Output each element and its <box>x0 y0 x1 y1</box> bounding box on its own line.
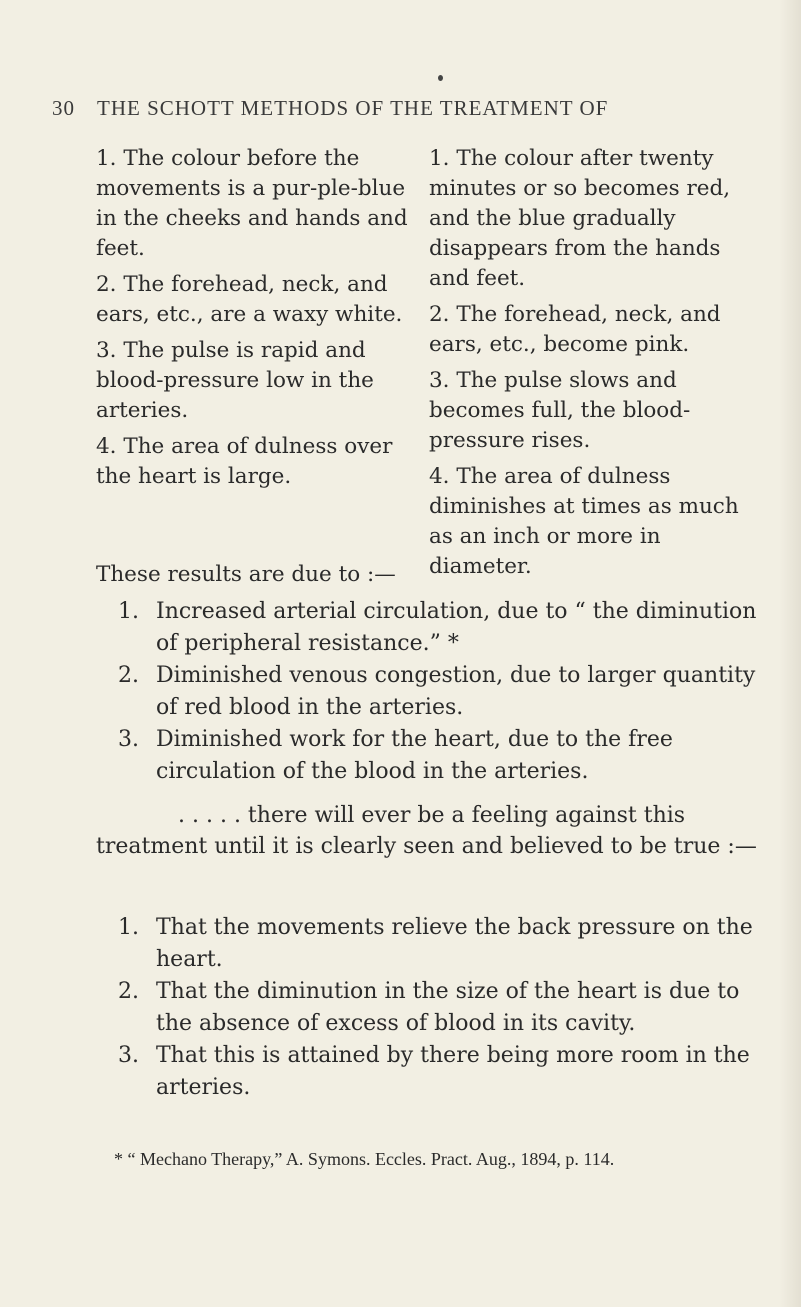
item-number: 3. <box>118 1043 139 1068</box>
list-item <box>96 724 762 788</box>
item-text: That this is attained by there being more room in the arteries. <box>156 1043 750 1100</box>
item-number: 1. <box>118 599 139 624</box>
list-item <box>96 660 762 724</box>
list-item <box>96 912 762 976</box>
running-header <box>52 96 771 121</box>
list-item <box>96 596 762 660</box>
item-text: Diminished work for the heart, due to the free circulation of the blood in the arteries. <box>156 727 673 784</box>
page-number: 30 <box>52 96 75 120</box>
footnote <box>100 1148 762 1170</box>
results-intro: These results are due to :— <box>96 562 396 587</box>
item-number: 2. <box>118 663 139 688</box>
item-text: That the movements relieve the back pressure on the heart. <box>156 915 753 972</box>
page-edge-shadow <box>779 0 801 1307</box>
before-item: 1. The colour before the movements is a pur-ple-blue in the cheeks and hands and feet. <box>96 146 408 261</box>
before-item: 3. The pulse is rapid and blood-pressure low in the arteries. <box>96 338 374 423</box>
item-text: Diminished venous congestion, due to larger quantity of red blood in the arteries. <box>156 663 756 720</box>
paragraph-rest: treatment until it is clearly seen and believed to be true :— <box>96 834 757 859</box>
after-item: 1. The colour after twenty minutes or so becomes red, and the blue gradually disappears from the hands and feet. <box>429 146 731 291</box>
before-column <box>96 144 414 498</box>
ink-mark <box>438 75 443 81</box>
running-title: THE SCHOTT METHODS OF THE TREATMENT OF <box>97 96 609 120</box>
list-item <box>96 976 762 1040</box>
conditions-list <box>96 912 762 1104</box>
before-item: 2. The forehead, neck, and ears, etc., are a waxy white. <box>96 272 403 327</box>
item-number: 1. <box>118 915 139 940</box>
paragraph-lead: . . . . . there will ever be a feeling against this <box>178 803 686 828</box>
list-item <box>96 1040 762 1104</box>
item-text: That the diminution in the size of the heart is due to the absence of excess of blood in its cavity. <box>156 979 740 1036</box>
footnote-text: * “ Mechano Therapy,” A. Symons. Eccles. Pract. Aug., 1894, p. 114. <box>114 1149 615 1169</box>
results-list <box>96 596 762 788</box>
after-column <box>429 144 755 588</box>
item-number: 2. <box>118 979 139 1004</box>
after-item: 2. The forehead, neck, and ears, etc., become pink. <box>429 302 721 357</box>
item-text: Increased arterial circulation, due to “ the diminution of peripheral resistance.” * <box>156 599 757 656</box>
after-item: 3. The pulse slows and becomes full, the blood-pressure rises. <box>429 368 691 453</box>
item-number: 3. <box>118 727 139 752</box>
before-item: 4. The area of dulness over the heart is large. <box>96 434 393 489</box>
after-item: 4. The area of dulness diminishes at times as much as an inch or more in diameter. <box>429 464 739 579</box>
feeling-paragraph <box>96 800 762 862</box>
